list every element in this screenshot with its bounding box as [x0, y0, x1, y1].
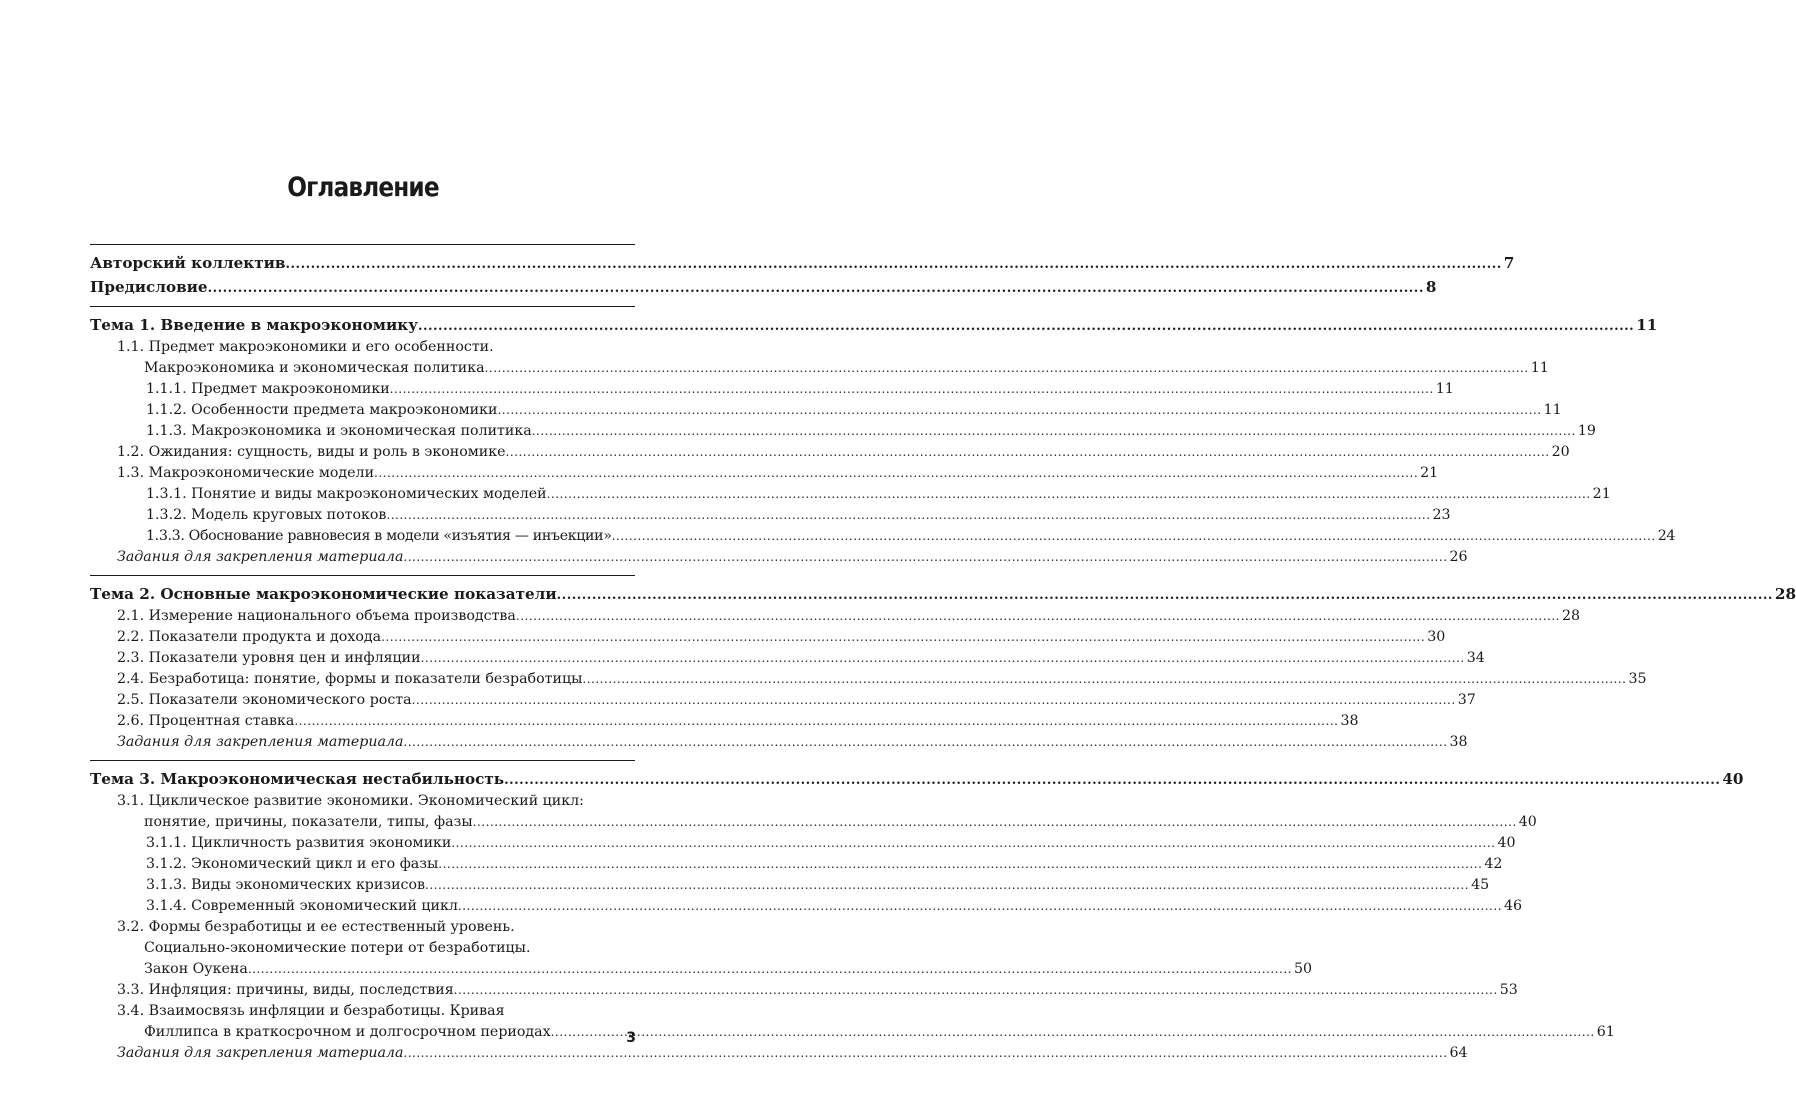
toc-theme-2[interactable]: Тема 2. Основные макроэкономические показатели ..... 28 — [90, 582, 635, 606]
toc-theme-3[interactable]: Тема 3. Макроэкономическая нестабильность ..... 40 — [90, 767, 635, 791]
toc-entry-3-1-2[interactable]: 3.1.2. Экономический цикл и его фазы ..... 42 — [90, 854, 635, 875]
toc-entry-2-2[interactable]: 2.2. Показатели продукта и дохода ..... 30 — [90, 627, 635, 648]
toc-entry-3-1-3[interactable]: 3.1.3. Виды экономических кризисов ..... 45 — [90, 875, 635, 896]
toc-entry-3-4-line1[interactable]: 3.4. Взаимосвязь инфляции и безработицы. Кривая — [117, 1003, 505, 1019]
toc-tasks-2[interactable]: Задания для закрепления материала ..... 38 — [90, 732, 635, 753]
page-number: 3 — [626, 1030, 636, 1046]
toc-entry-1-1-2[interactable]: 1.1.2. Особенности предмета макроэкономики ..... 11 — [90, 400, 635, 421]
toc-entry-2-5[interactable]: 2.5. Показатели экономического роста ..... 37 — [90, 690, 635, 711]
toc-entry-1-1[interactable]: Макроэкономика и экономическая политика ..... 11 — [90, 358, 635, 379]
toc-entry-3-1-1[interactable]: 3.1.1. Цикличность развития экономики ..... 40 — [90, 833, 635, 854]
toc-entry-3-4[interactable]: Филлипса в краткосрочном и долгосрочном периодах ..... 61 — [90, 1022, 635, 1043]
toc-entry-1-3-3[interactable]: 1.3.3. Обоснование равновесия в модели «изъятия — инъекции» ..... 24 — [90, 526, 635, 547]
toc-entry-3-3[interactable]: 3.3. Инфляция: причины, виды, последствия ..... 53 — [90, 980, 635, 1001]
toc-entry-2-3[interactable]: 2.3. Показатели уровня цен и инфляции ..... 34 — [90, 648, 635, 669]
toc-entry-1-3-2[interactable]: 1.3.2. Модель круговых потоков ..... 23 — [90, 505, 635, 526]
toc-entry-preface[interactable]: Предисловие ..... 8 — [90, 275, 635, 299]
toc-entry-3-1[interactable]: понятие, причины, показатели, типы, фазы ..... 40 — [90, 812, 635, 833]
toc-entry-1-1-1[interactable]: 1.1.1. Предмет макроэкономики ..... 11 — [90, 379, 635, 400]
page-title: Оглавление — [287, 172, 439, 203]
toc-entry-3-2-line2[interactable]: Социально-экономические потери от безработицы. — [144, 940, 531, 956]
toc-entry-2-1[interactable]: 2.1. Измерение национального объема производства ..... 28 — [90, 606, 635, 627]
toc-theme-1[interactable]: Тема 1. Введение в макроэкономику ..... 11 — [90, 313, 635, 337]
toc-entry-3-1-line1[interactable]: 3.1. Циклическое развитие экономики. Экономический цикл: — [117, 793, 584, 809]
toc-entry-1-3[interactable]: 1.3. Макроэкономические модели ..... 21 — [90, 463, 635, 484]
table-of-contents — [90, 244, 1796, 1064]
toc-entry-3-1-4[interactable]: 3.1.4. Современный экономический цикл ..... 46 — [90, 896, 635, 917]
toc-tasks-1[interactable]: Задания для закрепления материала ..... 26 — [90, 547, 635, 568]
toc-entry-authors[interactable]: Авторский коллектив ..... 7 — [90, 251, 635, 275]
toc-entry-1-2[interactable]: 1.2. Ожидания: сущность, виды и роль в экономике ..... 20 — [90, 442, 635, 463]
toc-entry-1-1-3[interactable]: 1.1.3. Макроэкономика и экономическая политика ..... 19 — [90, 421, 635, 442]
toc-tasks-3[interactable]: Задания для закрепления материала ..... 64 — [90, 1043, 635, 1064]
toc-entry-1-1-line1[interactable]: 1.1. Предмет макроэкономики и его особенности. — [117, 339, 494, 355]
toc-entry-2-6[interactable]: 2.6. Процентная ставка ..... 38 — [90, 711, 635, 732]
toc-entry-2-4[interactable]: 2.4. Безработица: понятие, формы и показатели безработицы ..... 35 — [90, 669, 635, 690]
toc-entry-3-2[interactable]: Закон Оукена ..... 50 — [90, 959, 635, 980]
toc-entry-3-2-line1[interactable]: 3.2. Формы безработицы и ее естественный уровень. — [117, 919, 515, 935]
toc-entry-1-3-1[interactable]: 1.3.1. Понятие и виды макроэкономических моделей ..... 21 — [90, 484, 635, 505]
